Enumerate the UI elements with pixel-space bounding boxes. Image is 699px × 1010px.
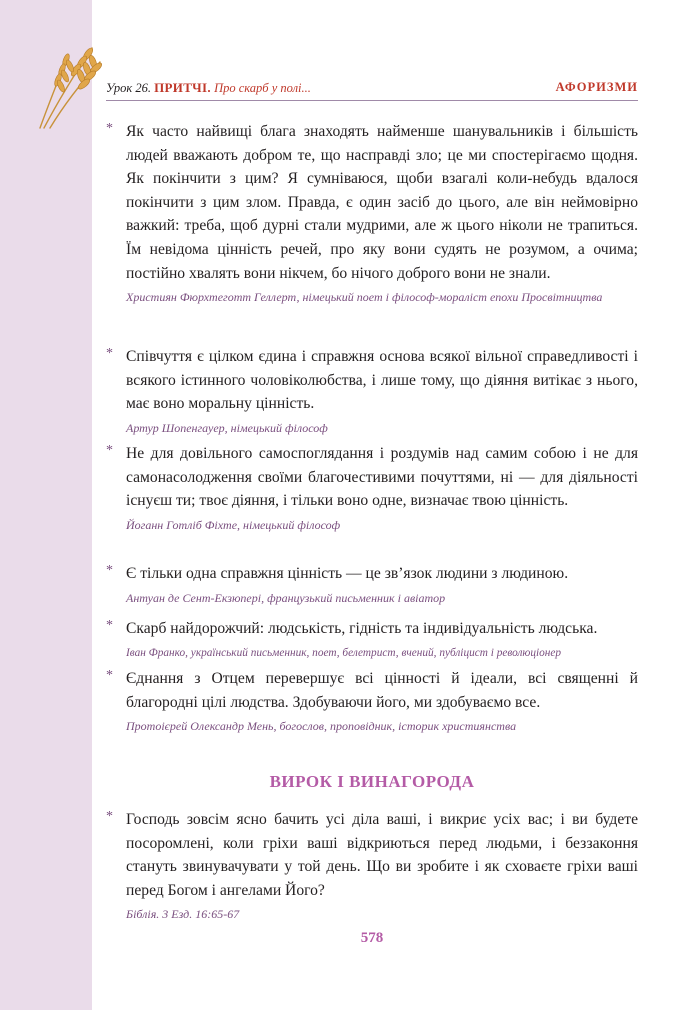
scripture-source: Біблія. 3 Езд. 16:65-67 — [126, 907, 240, 922]
aphorism-item — [106, 562, 638, 607]
aphorism-text: Не для довільного самоспоглядання і роздумів над самим собою і не для самонасолодження своїми благочестивими почуттями, ні — для діяльності існуєш ти; твоє діяння, і тільки воно одне, визначає твою цінність. — [126, 445, 638, 510]
page-margin-strip — [0, 0, 92, 1010]
bullet-asterisk: * — [106, 121, 113, 136]
header-divider — [106, 100, 638, 101]
bullet-asterisk: * — [106, 443, 113, 458]
aphorism-item — [106, 120, 638, 306]
lesson-number: Урок 26. — [106, 81, 152, 95]
lesson-title: ПРИТЧІ. — [154, 80, 211, 95]
aphorism-text: Скарб найдорожчий: людськість, гідність та індивідуальність людська. — [126, 620, 598, 637]
aphorism-author: Протоієрей Олександр Мень, богослов, проповідник, історик християнства — [126, 719, 517, 734]
section-heading: ВИРОК І ВИНАГОРОДА — [269, 772, 475, 791]
aphorism-item — [106, 442, 638, 534]
lesson-subtitle: Про скарб у полі... — [214, 81, 311, 95]
bullet-asterisk: * — [106, 563, 113, 578]
aphorism-item — [106, 617, 638, 662]
bullet-asterisk: * — [106, 618, 113, 633]
aphorism-item — [106, 667, 638, 735]
aphorism-author: Християн Фюрхтеготт Геллерт, німецький поет і філософ-мораліст епохи Просвітництва — [126, 290, 603, 305]
aphorism-author: Артур Шопенгауер, німецький філософ — [126, 420, 328, 435]
scripture-item — [106, 808, 638, 923]
page-number: 578 — [360, 930, 384, 946]
aphorism-text: Є тільки одна справжня цінність — це зв’язок людини з людиною. — [126, 565, 569, 582]
bullet-asterisk: * — [106, 668, 113, 683]
wheat-icon — [34, 40, 104, 130]
header-lesson-title — [106, 80, 311, 96]
aphorism-author: Іван Франко, український письменник, поет, белетрист, вчений, публіцист і революціонер — [126, 646, 562, 659]
aphorism-author: Йоганн Готліб Фіхте, німецький філософ — [126, 517, 341, 532]
bullet-asterisk: * — [106, 346, 113, 361]
scripture-text: Господь зовсім ясно бачить усі діла ваші, і викриє усіх вас; і ви будете посоромлені, коли гріхи ваші відкриються перед людьми, і беззаконня стануть звинувачувати у той день. Що ви зробите і як сховаєте гріхи ваші перед Богом і ангелами Його? — [126, 811, 638, 899]
aphorism-text: Як часто найвищі блага знаходять найменше шанувальників і більшість людей вважають добром те, що насправді зло; це ми спостерігаємо щодня. Як покінчити з цим? Я сумніваюся, щоби взагалі коли-небудь вдалося покінчити з цим злом. Правда, є один засіб до цього, але він неймовірно важкий: треба, щоб дурні стали мудрими, але ж цього ніколи не трапиться. Їм невідома цінність речей, про яку вони судять не розумом, а очима; постійно хвалять вони нікчем, бо нічого доброго вони не знали. — [126, 123, 638, 282]
page-header — [106, 80, 638, 100]
aphorism-item — [106, 345, 638, 437]
aphorism-text: Єднання з Отцем перевершує всі цінності й ідеали, всі священні й благородні цілі людства. Здобуваючи його, ми здобуваємо все. — [126, 670, 638, 711]
aphorism-text: Співчуття є цілком єдина і справжня основа всякої вільної справедливості і всякого істинного чоловіколюбства, і лише тому, що діяння витікає з нього, має воно моральну цінність. — [126, 348, 638, 413]
bullet-asterisk: * — [106, 809, 113, 824]
section-label: АФОРИЗМИ — [555, 80, 638, 94]
aphorism-author: Антуан де Сент-Екзюпері, французький письменник і авіатор — [126, 590, 446, 605]
